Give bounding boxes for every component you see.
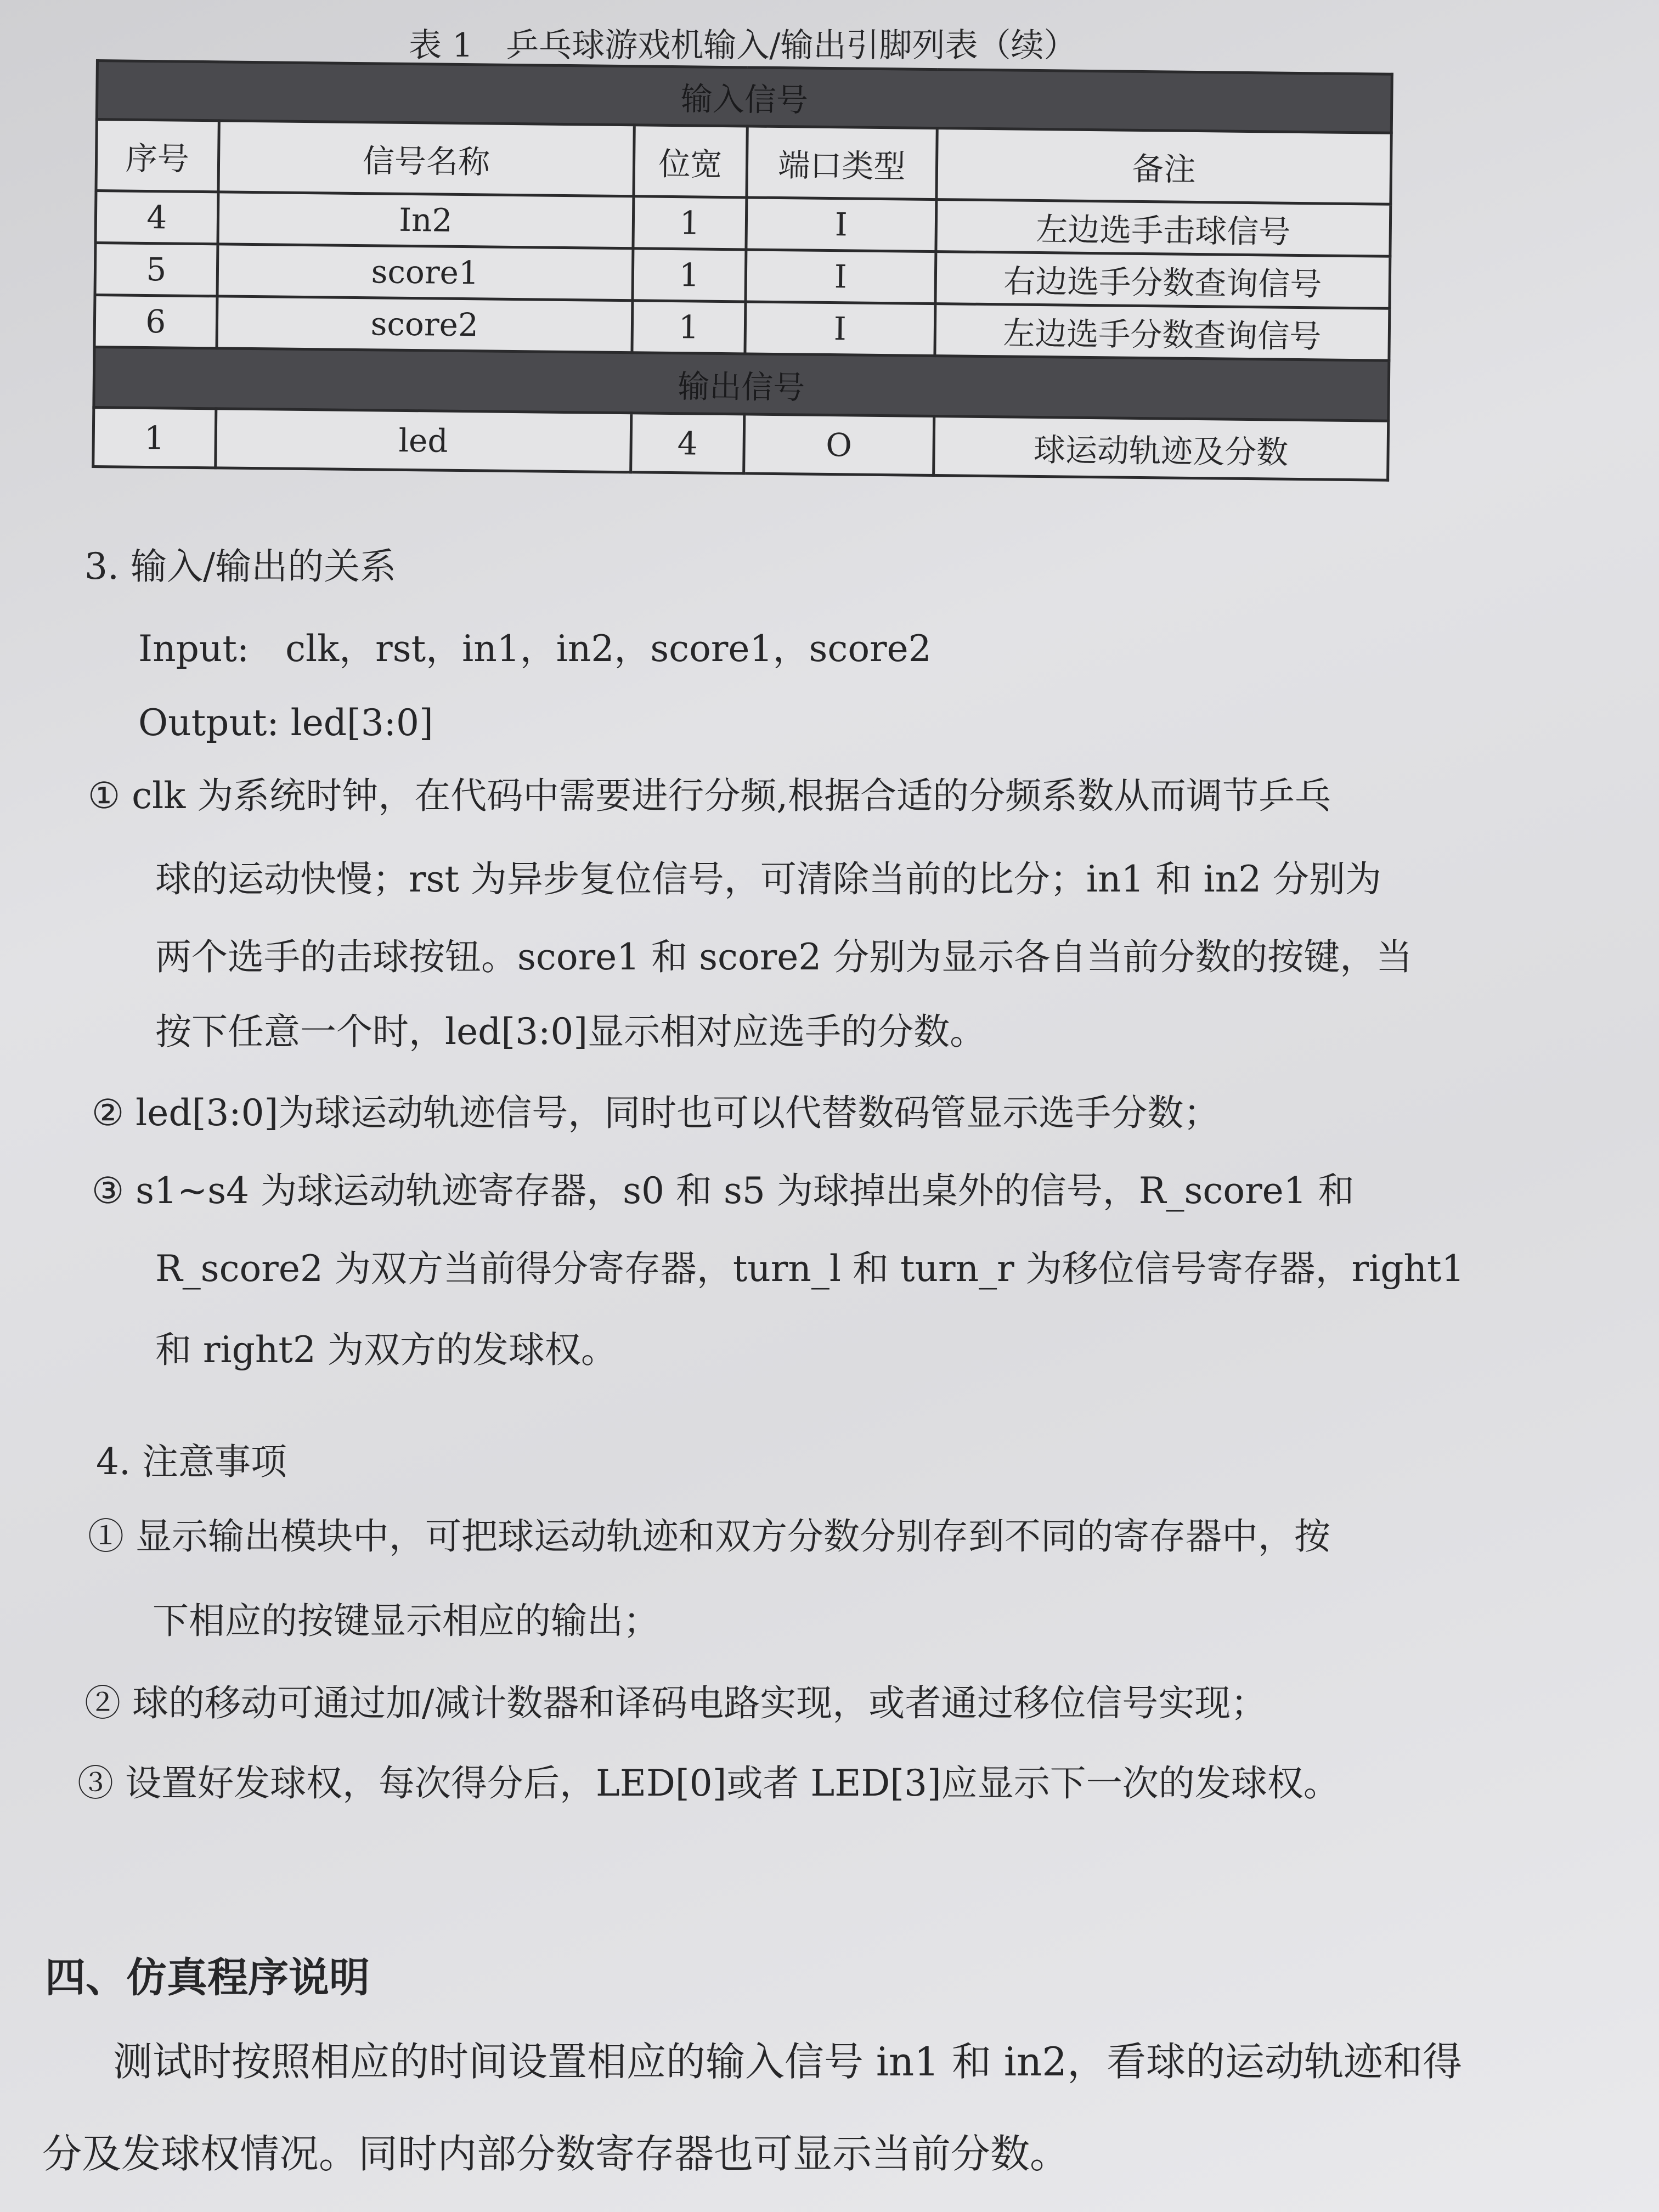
paragraph-line: R_score2 为双方当前得分寄存器，turn_l 和 turn_r 为移位信号寄存器，right1: [155, 1248, 1465, 1290]
header-cell: 位宽: [634, 125, 747, 198]
paragraph-line: 测试时按照相应的时间设置相应的输入信号 in1 和 in2，看球的运动轨迹和得: [113, 2039, 1463, 2085]
input-line: Input: clk，rst，in1，in2，score1，score2: [138, 628, 932, 670]
header-cell: 信号名称: [218, 121, 635, 196]
paragraph-line: ② led[3:0]为球运动轨迹信号，同时也可以代替数码管显示选手分数；: [92, 1092, 1220, 1134]
paragraph-line: 分及发球权情况。同时内部分数寄存器也可显示当前分数。: [42, 2131, 1070, 2177]
table-cell: score1: [217, 244, 633, 301]
header-cell: 备注: [936, 128, 1391, 205]
paragraph-line: 下相应的按键显示相应的输出；: [153, 1600, 659, 1642]
paragraph-line: 球的运动快慢；rst 为异步复位信号，可清除当前的比分；in1 和 in2 分别为: [155, 858, 1382, 900]
table-cell: score2: [217, 296, 633, 353]
output-line: Output: led[3:0]: [138, 702, 433, 744]
table-cell: 1: [632, 301, 746, 354]
section-heading: 四、仿真程序说明: [45, 1954, 370, 2001]
table-cell: O: [743, 414, 934, 476]
table-cell: 5: [95, 243, 218, 296]
header-cell: 端口类型: [747, 126, 938, 200]
section-heading: 3. 输入/输出的关系: [84, 545, 397, 588]
table-cell: led: [215, 409, 631, 472]
table-cell: 4: [95, 191, 218, 244]
table-cell: 左边选手分数查询信号: [935, 304, 1390, 361]
paragraph-line: 两个选手的击球按钮。score1 和 score2 分别为显示各自当前分数的按键，当: [155, 936, 1413, 978]
paragraph-line: 按下任意一个时，led[3:0]显示相对应选手的分数。: [155, 1011, 986, 1053]
table-cell: 1: [633, 196, 747, 250]
paragraph-line: ② 球的移动可通过加/减计数器和译码电路实现，或者通过移位信号实现；: [84, 1682, 1267, 1724]
paragraph-line: ③ s1~s4 为球运动轨迹寄存器，s0 和 s5 为球掉出桌外的信号，R_score1 和: [92, 1170, 1355, 1212]
pin-table: [92, 59, 1393, 482]
band-label: 输出信号: [94, 347, 1389, 421]
table-caption: 表 1 乒乓球游戏机输入/输出引脚列表（续）: [409, 26, 1077, 65]
table-cell: 球运动轨迹及分数: [934, 416, 1389, 481]
paragraph-line: 和 right2 为双方的发球权。: [155, 1329, 617, 1371]
paragraph-line: ① clk 为系统时钟，在代码中需要进行分频,根据合适的分频系数从而调节乒乓: [88, 775, 1331, 817]
table-cell: 左边选手击球信号: [936, 200, 1391, 257]
table-cell: 右边选手分数查询信号: [935, 252, 1390, 309]
table-cell: I: [745, 302, 935, 356]
header-row: [96, 120, 1391, 205]
table-cell: I: [746, 198, 936, 252]
table-cell: 6: [94, 295, 217, 348]
band-label: 输入信号: [97, 61, 1392, 133]
paragraph-line: ③ 设置好发球权，每次得分后，LED[0]或者 LED[3]应显示下一次的发球权。: [77, 1762, 1340, 1804]
table-cell: In2: [218, 192, 634, 249]
table-cell: 1: [633, 249, 746, 302]
table-cell: I: [746, 250, 936, 304]
table-cell: 1: [93, 407, 216, 467]
table-cell: 4: [631, 413, 744, 473]
header-cell: 序号: [96, 120, 219, 192]
paragraph-line: ① 显示输出模块中，可把球运动轨迹和双方分数分别存到不同的寄存器中，按: [88, 1515, 1330, 1558]
section-heading: 4. 注意事项: [96, 1441, 287, 1483]
